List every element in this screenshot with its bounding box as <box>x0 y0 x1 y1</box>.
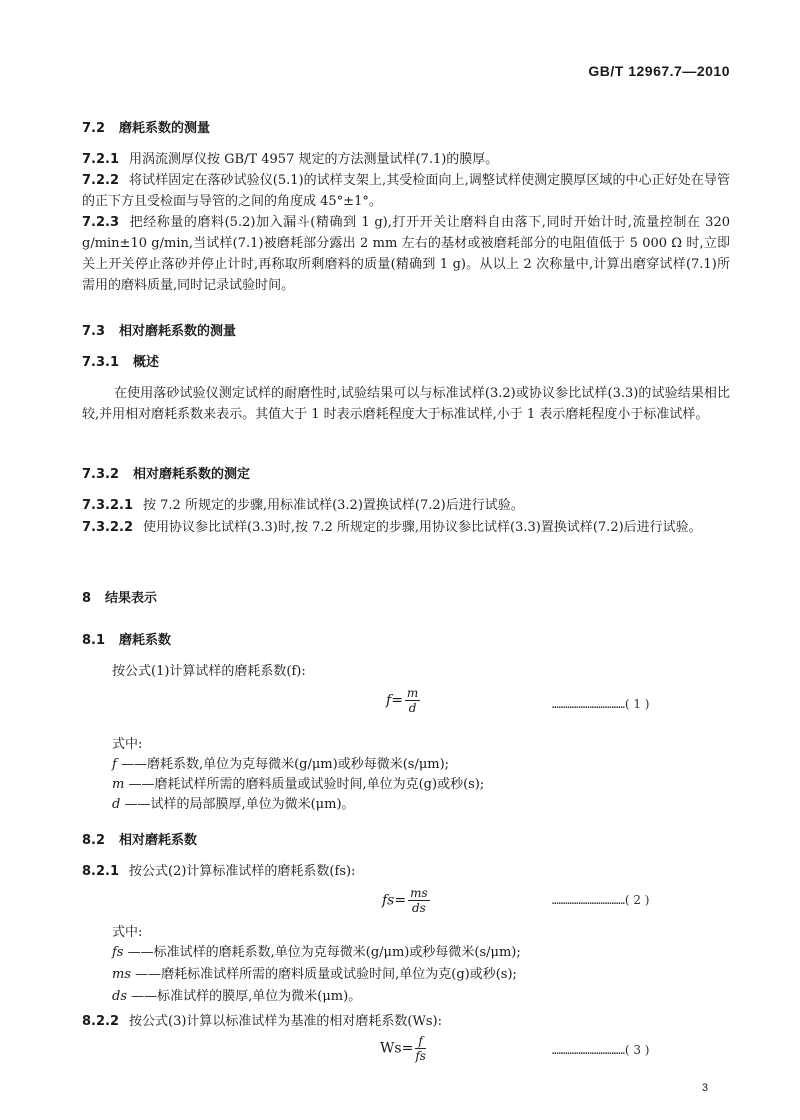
section-8-1-heading: 8.1 磨耗系数 <box>82 633 172 648</box>
where-label-1: 式中: <box>112 737 143 752</box>
definition-d: d ——试样的局部膜厚,单位为微米(μm)。 <box>112 797 355 812</box>
section-8-2-heading: 8.2 相对磨耗系数 <box>82 833 198 848</box>
page-number: 3 <box>701 1082 708 1094</box>
para-7-3-2-1: 7.3.2.1 按 7.2 所规定的步骤,用标准试样(3.2)置换试样(7.2)后进行试验。 <box>82 498 524 513</box>
para-8-1-intro: 按公式(1)计算试样的磨耗系数(f): <box>112 664 306 679</box>
section-7-3-2-heading: 7.3.2 相对磨耗系数的测定 <box>82 467 251 482</box>
section-7-3-1-heading: 7.3.1 概述 <box>82 355 160 370</box>
definition-f: f ——磨耗系数,单位为克每微米(g/μm)或秒每微米(s/μm); <box>112 757 450 772</box>
equation-1: f= $\frac{m}{d}$ <box>386 686 419 715</box>
standard-code: GB/T 12967.7—2010 <box>588 63 730 79</box>
equation-2-leader: ……………………………( 2 ) <box>552 893 650 907</box>
section-7-3-heading: 7.3 相对磨耗系数的测量 <box>82 324 237 339</box>
para-8-2-1: 8.2.1 按公式(2)计算标准试样的磨耗系数(fs): <box>82 864 356 879</box>
equation-3: Ws= $\frac{f}{fs}$ <box>380 1034 426 1063</box>
equation-1-leader: ……………………………( 1 ) <box>552 697 650 711</box>
para-7-2-3: 7.2.3 把经称量的磨料(5.2)加入漏斗(精确到 1 g),打开开关让磨料自由落下,同时开始计时,流量控制在 320 g/min±10 g/min,当试样(7.1)被磨耗部分露出 2 mm 左右的基材或被磨耗部分的电阻值低于 5 000 Ω 时,立即关上开关停止落砂并停止计时,再称取所剩磨料的质量(精确到 1 g)。从以上 2 次称量中,计算出磨穿试样(7.1)所需用的磨料质量,同时记录试验时间。 <box>82 215 730 293</box>
definition-m: m ——磨耗试样所需的磨料质量或试验时间,单位为克(g)或秒(s); <box>112 777 485 792</box>
where-label-2: 式中: <box>112 925 143 940</box>
para-7-2-2: 7.2.2 将试样固定在落砂试验仪(5.1)的试样支架上,其受检面向上,调整试样使测定膜厚区域的中心正好处在导管的正下方且受检面与导管的之间的角度成 45°±1°。 <box>82 173 730 209</box>
section-7-2-heading: 7.2 磨耗系数的测量 <box>82 121 211 136</box>
para-7-3-2-2: 7.3.2.2 使用协议参比试样(3.3)时,按 7.2 所规定的步骤,用协议参比试样(3.3)置换试样(7.2)后进行试验。 <box>82 520 702 535</box>
para-8-2-2: 8.2.2 按公式(3)计算以标准试样为基准的相对磨耗系数(Ws): <box>82 1014 442 1029</box>
definition-ms: ms ——磨耗标准试样所需的磨料质量或试验时间,单位为克(g)或秒(s); <box>112 967 517 982</box>
equation-3-leader: ……………………………( 3 ) <box>552 1043 650 1057</box>
section-8-heading: 8 结果表示 <box>82 591 158 606</box>
para-7-3-1: 在使用落砂试验仪测定试样的耐磨性时,试验结果可以与标准试样(3.2)或协议参比试样(3.3)的试验结果相比较,并用相对磨耗系数来表示。其值大于 1 时表示磨耗程度大于标准试样,小于 1 表示磨耗程度小于标准试样。 <box>82 386 730 422</box>
para-7-2-1: 7.2.1 用涡流测厚仪按 GB/T 4957 规定的方法测量试样(7.1)的膜厚。 <box>82 152 499 167</box>
equation-2: fs= $\frac{ms}{ds}$ <box>382 886 428 915</box>
definition-fs: fs ——标准试样的磨耗系数,单位为克每微米(g/μm)或秒每微米(s/μm); <box>112 945 521 960</box>
definition-ds: ds ——标准试样的膜厚,单位为微米(μm)。 <box>112 989 362 1004</box>
